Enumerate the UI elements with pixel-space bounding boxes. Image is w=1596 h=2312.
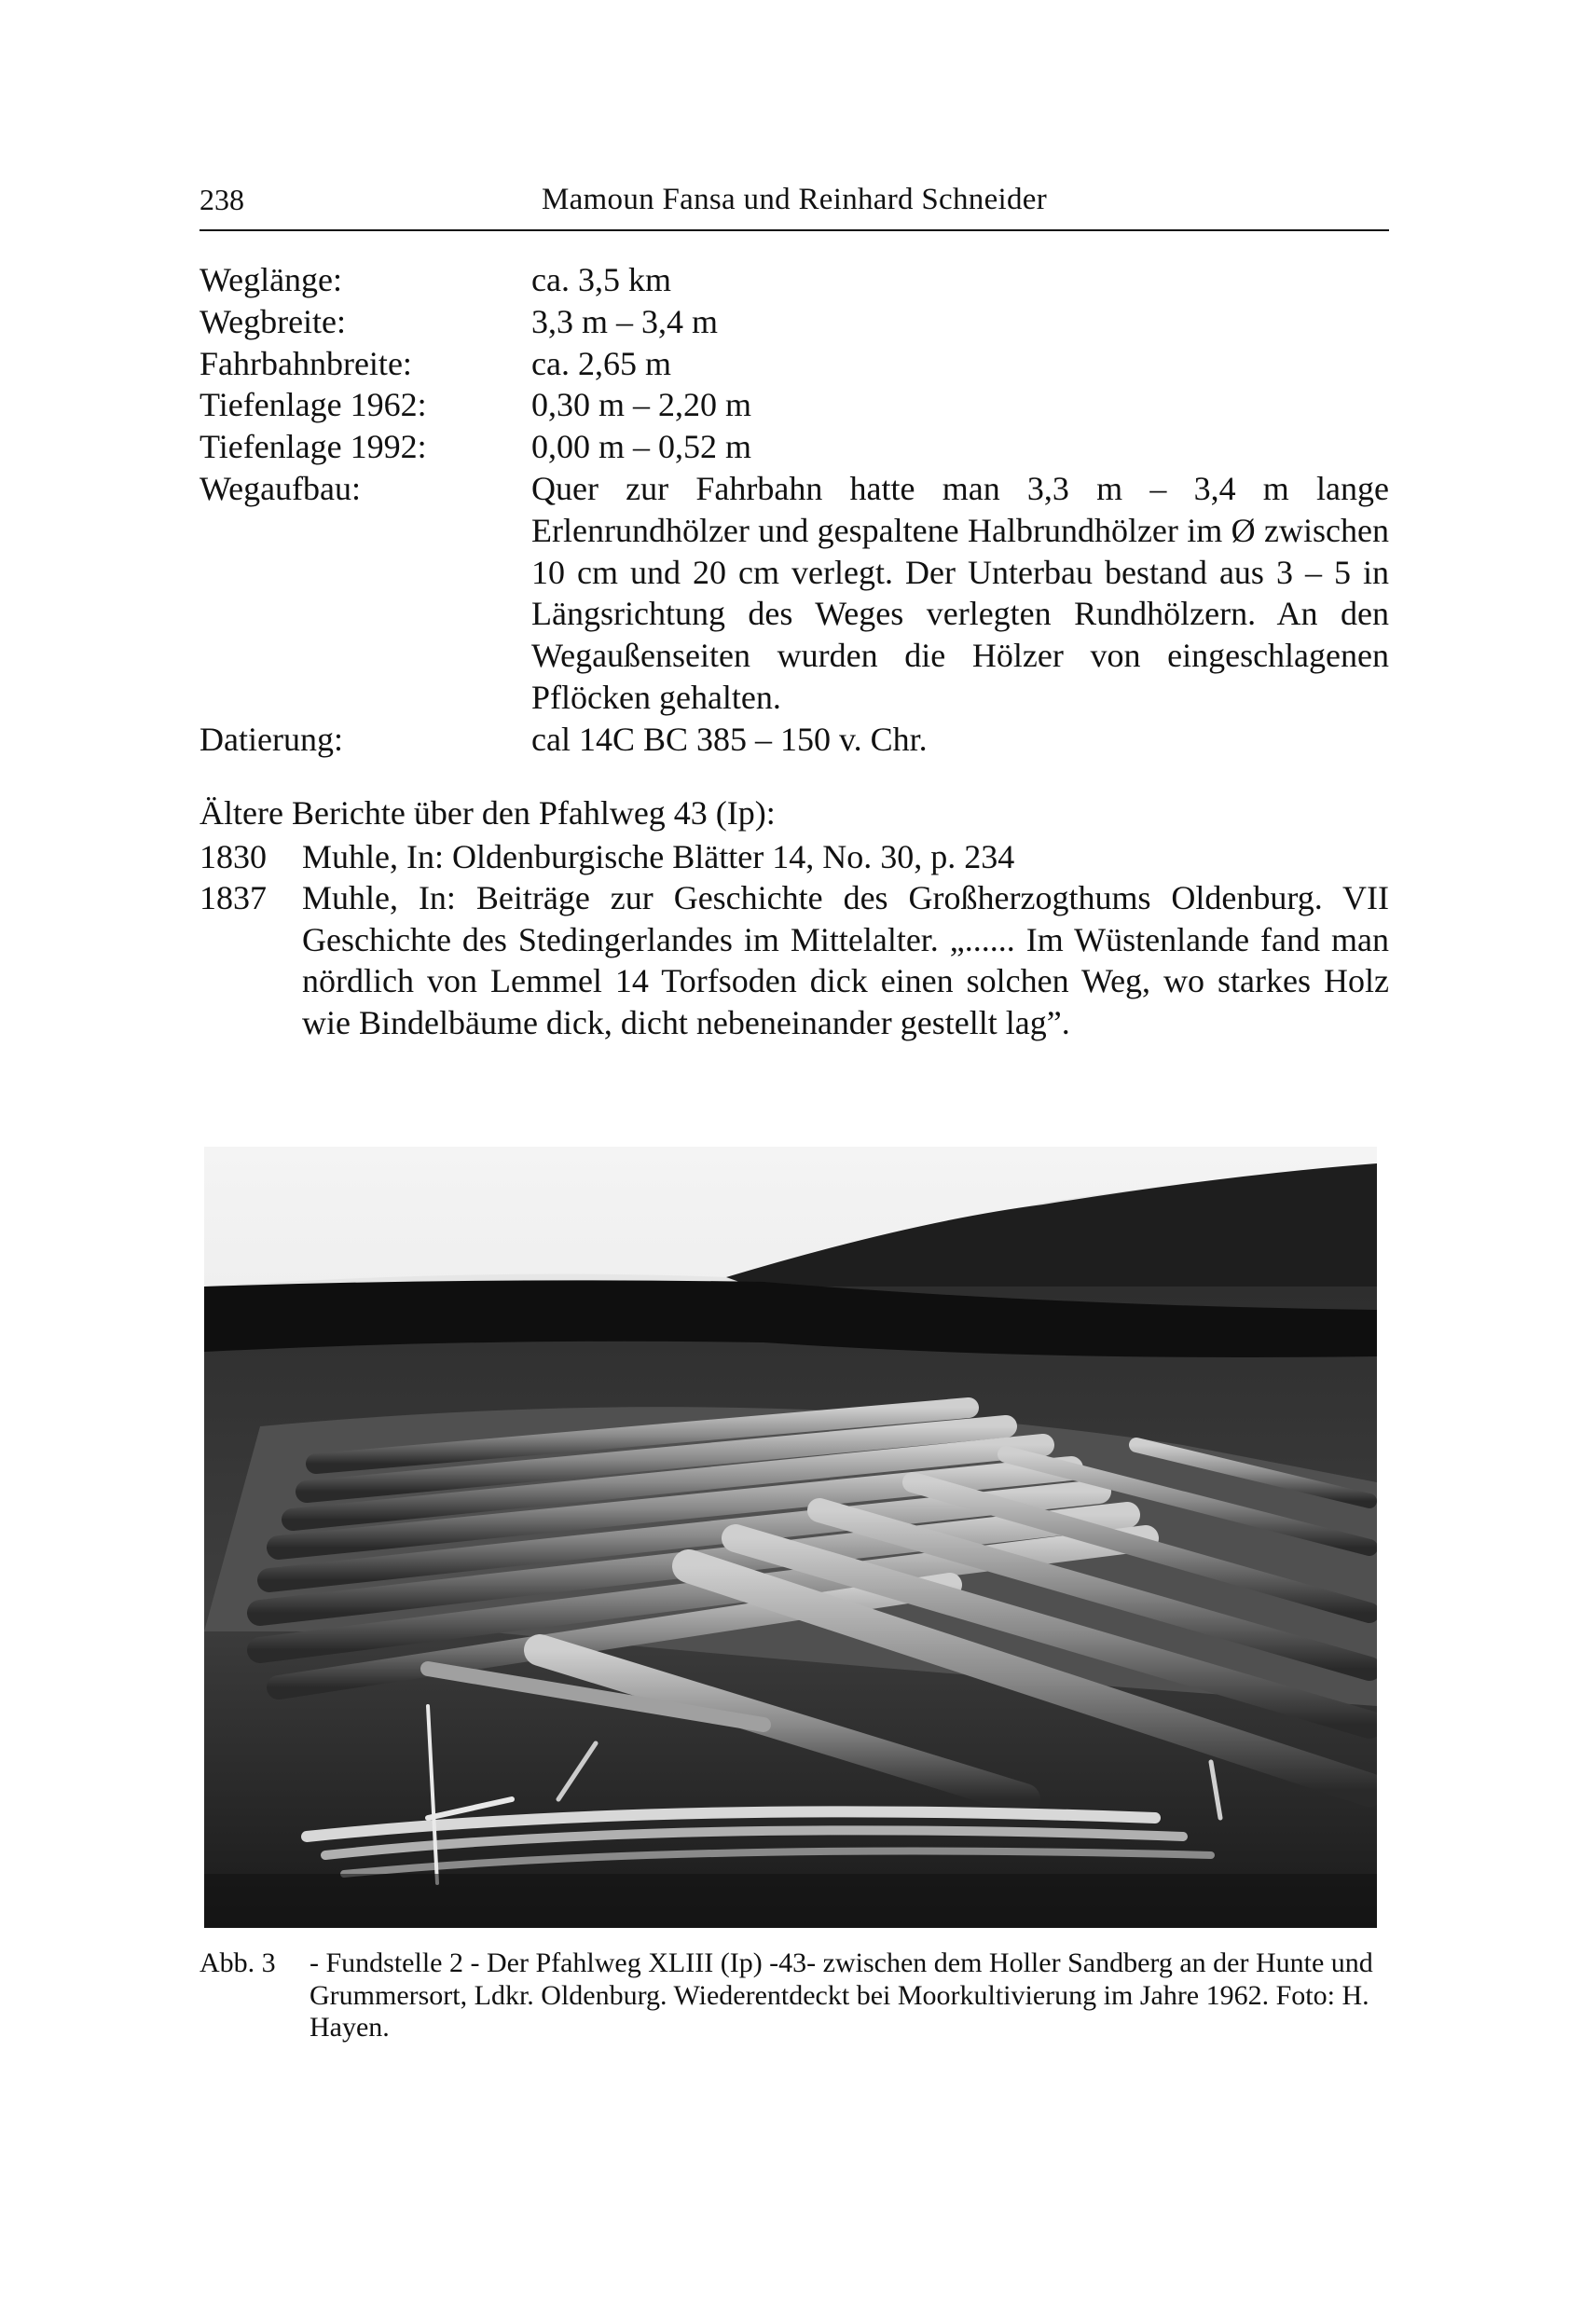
spec-label: Fahrbahnbreite:: [200, 344, 412, 382]
spec-label: Weglänge:: [200, 261, 343, 298]
spec-label: Tiefenlage 1992:: [200, 428, 427, 466]
spec-row: [200, 468, 1389, 719]
spec-value: cal 14C BC 385 – 150 v. Chr.: [531, 720, 928, 758]
header-rule: [200, 229, 1389, 231]
page-number: 238: [200, 183, 244, 216]
spec-value: Quer zur Fahrbahn hatte man 3,3 m – 3,4 m lange Erlenrundhölzer und gespaltene Halbrundhölzer im Ø zwischen 10 cm und 20 cm verlegt. Der Unterbau bestand aus 3 – 5 in Längsrichtung des Weges verlegten Rundhölzern. An den Wegaußenseiten wurden die Hölzer von eingeschlagenen Pflöcken gehalten.: [531, 469, 1389, 716]
spec-label: Datierung:: [200, 720, 343, 758]
report-year: 1837: [200, 879, 267, 916]
spec-table: [200, 259, 1389, 761]
spec-value: 0,00 m – 0,52 m: [531, 428, 752, 466]
spec-row: [200, 426, 1389, 468]
spec-row: [200, 719, 1389, 761]
report-entry: [200, 836, 1389, 878]
spec-label: Wegbreite:: [200, 302, 347, 340]
page-header: [200, 183, 1389, 220]
report-year: 1830: [200, 837, 267, 875]
reports-heading: Ältere Berichte über den Pfahlweg 43 (Ip):: [200, 794, 776, 832]
spec-value: ca. 2,65 m: [531, 344, 671, 382]
figure-label: Abb. 3: [200, 1947, 276, 1978]
report-text: Muhle, In: Beiträge zur Geschichte des Großherzogthums Oldenburg. VII Geschichte des Stedingerlandes im Mittelalter. „...... Im Wüstenlande fand man nördlich von Lemmel 14 Torfsoden dick einen solchen Weg, wo starkes Holz wie Bindelbäume dick, dicht nebeneinander gestellt lag”.: [302, 879, 1389, 1041]
spec-label: Wegaufbau:: [200, 469, 362, 507]
spec-row: [200, 384, 1389, 426]
figure-caption: [200, 1947, 1389, 2044]
older-reports: [200, 792, 1389, 1043]
spec-row: [200, 343, 1389, 385]
excavation-photo: [204, 1147, 1377, 1928]
figure-caption-text: - Fundstelle 2 - Der Pfahlweg XLIII (Ip) -43- zwischen dem Holler Sandberg an der Hunte und Grummersort, Ldkr. Oldenburg. Wiederentdeckt bei Moorkultivierung im Jahre 1962. Foto: H. Hayen.: [310, 1947, 1373, 2043]
running-title: Mamoun Fansa und Reinhard Schneider: [541, 183, 1048, 216]
spec-value: 0,30 m – 2,20 m: [531, 386, 752, 424]
report-text: Muhle, In: Oldenburgische Blätter 14, No. 30, p. 234: [302, 837, 1015, 875]
spec-label: Tiefenlage 1962:: [200, 386, 427, 424]
report-entry: [200, 877, 1389, 1043]
spec-row: [200, 301, 1389, 343]
spec-value: ca. 3,5 km: [531, 261, 671, 298]
spec-value: 3,3 m – 3,4 m: [531, 302, 719, 340]
spec-row: [200, 259, 1389, 301]
